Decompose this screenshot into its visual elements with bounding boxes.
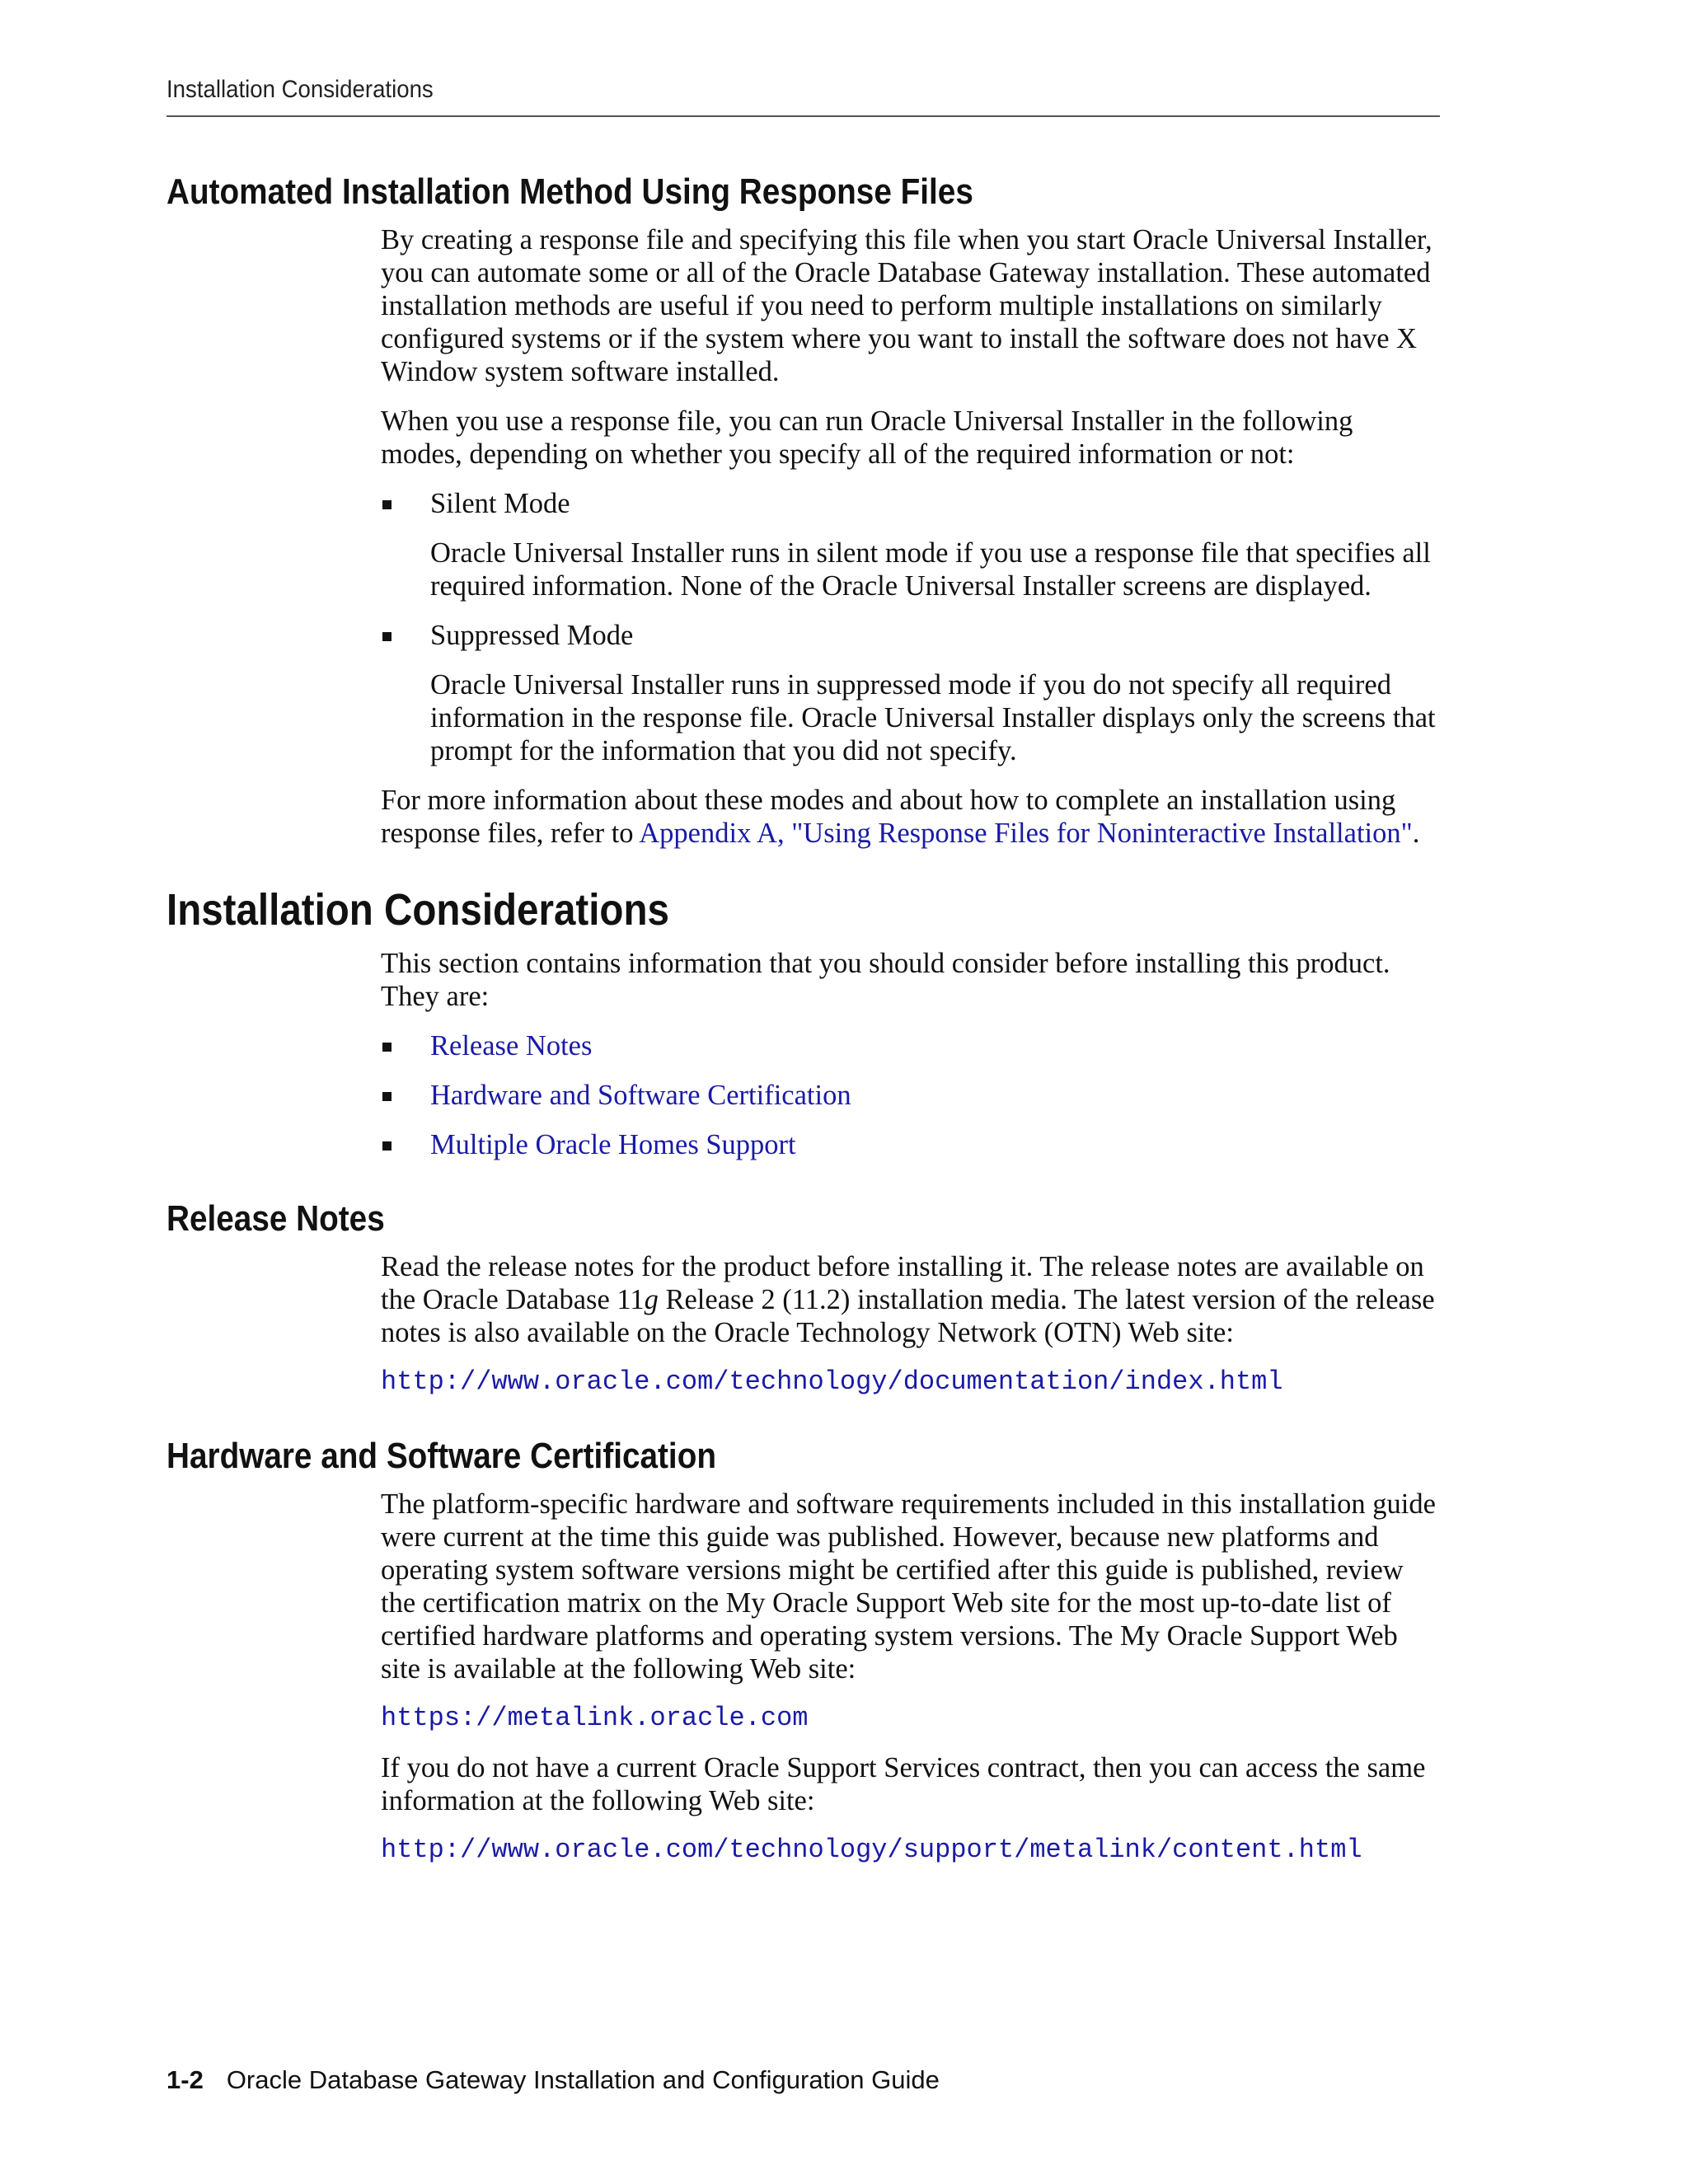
mode-list [381, 487, 1440, 767]
paragraph: If you do not have a current Oracle Support Services contract, then you can access the same information at the following Web site: [381, 1752, 1426, 1816]
considerations-link-list [381, 1029, 1440, 1161]
page-number: 1-2 [166, 2065, 204, 2094]
metalink-content-url-link[interactable]: http://www.oracle.com/technology/support/metalink/content.html [381, 1835, 1362, 1865]
square-bullet-icon [382, 500, 392, 509]
mode-title: Suppressed Mode [430, 620, 634, 651]
more-info-suffix: . [1412, 818, 1420, 849]
multiple-homes-link[interactable]: Multiple Oracle Homes Support [430, 1129, 796, 1160]
documentation-url-link[interactable]: http://www.oracle.com/technology/documentation/index.html [381, 1366, 1283, 1397]
list-item [381, 619, 1440, 767]
paragraph [381, 1250, 1440, 1349]
more-info-text: For more information about these modes and about how to complete an installation using response files, refer to [381, 785, 1396, 849]
release-notes-text: Read the release notes for the product before installing it. The release notes are available on the Oracle Database 11 [381, 1251, 1424, 1315]
section-heading-certification: Hardware and Software Certification [166, 1436, 716, 1476]
release-notes-link[interactable]: Release Notes [430, 1030, 593, 1062]
section-heading-automated: Automated Installation Method Using Response Files [166, 171, 973, 212]
header-rule [166, 115, 1440, 117]
metalink-url-link[interactable]: https://metalink.oracle.com [381, 1703, 809, 1733]
automated-body [381, 223, 1440, 850]
paragraph: By creating a response file and specifying this file when you start Oracle Universal Installer, you can automate some or all of the Oracle Database Gateway installation. These automated installation methods are useful if you need to perform multiple installations on similarly configured systems or if the system where you want to install the software does not have X Window system software installed. [381, 224, 1432, 387]
mode-description: Oracle Universal Installer runs in silent mode if you use a response file that specifies all required information. None of the Oracle Universal Installer screens are displayed. [430, 537, 1431, 602]
paragraph: This section contains information that you should consider before installing this product. They are: [381, 948, 1390, 1012]
book-title: Oracle Database Gateway Installation and Configuration Guide [226, 2065, 940, 2094]
page-content [166, 169, 1440, 1883]
release-notes-body [381, 1250, 1440, 1399]
square-bullet-icon [382, 1141, 392, 1151]
mode-description: Oracle Universal Installer runs in suppressed mode if you do not specify all required information in the response file. Oracle Universal Installer displays only the screens that prompt for the information that you did not specify. [430, 669, 1436, 766]
list-item [381, 487, 1440, 602]
certification-link[interactable]: Hardware and Software Certification [430, 1080, 851, 1111]
release-notes-text-cont: Release 2 (11.2) installation media. The latest version of the release notes is also available on the Oracle Technology Network (OTN) Web site: [381, 1284, 1435, 1348]
list-item [381, 1079, 1440, 1112]
square-bullet-icon [382, 1043, 392, 1052]
paragraph: When you use a response file, you can run Oracle Universal Installer in the following modes, depending on whether you specify all of the required information or not: [381, 405, 1353, 470]
list-item [381, 1029, 1440, 1062]
more-info-paragraph [381, 784, 1440, 850]
page-footer [166, 2065, 940, 2095]
square-bullet-icon [382, 1092, 392, 1101]
release-notes-italic: g [644, 1284, 659, 1315]
square-bullet-icon [382, 632, 392, 641]
certification-body [381, 1488, 1440, 1867]
considerations-body [381, 947, 1440, 1161]
section-heading-considerations: Installation Considerations [166, 885, 669, 935]
appendix-a-link[interactable]: Appendix A, "Using Response Files for Noninteractive Installation" [639, 818, 1413, 849]
section-heading-release-notes: Release Notes [166, 1198, 385, 1239]
list-item [381, 1128, 1440, 1161]
running-head: Installation Considerations [166, 76, 434, 103]
paragraph: The platform-specific hardware and software requirements included in this installation guide were current at the time this guide was published. However, because new platforms and operating system software versions might be certified after this guide is published, review the certification matrix on the My Oracle Support Web site for the most up-to-date list of certified hardware platforms and operating system versions. The My Oracle Support Web site is available at the following Web site: [381, 1488, 1436, 1685]
mode-title: Silent Mode [430, 488, 570, 519]
